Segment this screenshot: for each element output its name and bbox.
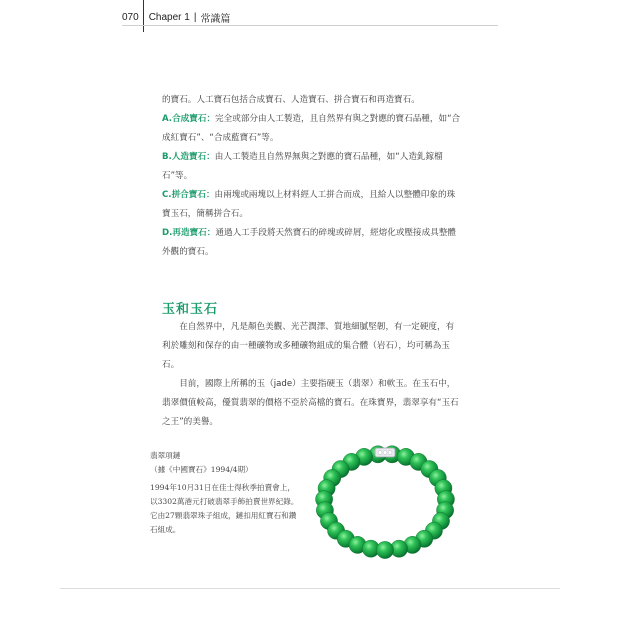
definition-a	[162, 110, 462, 148]
definition-b	[162, 148, 462, 186]
definition-c	[162, 186, 462, 224]
chapter-label: Chaper 1	[148, 11, 190, 23]
header-separator: |	[193, 11, 197, 23]
intro-paragraph: 的寶石。人工寶石包括合成寶石、人造寶石、拼合寶石和再造寶石。	[162, 95, 420, 105]
header-divider	[143, 0, 144, 32]
header-rule	[122, 25, 498, 26]
running-header	[122, 8, 230, 26]
definition-d	[162, 224, 462, 262]
definition-term: B.人造寶石：	[162, 152, 215, 162]
definition-term: A.合成寶石：	[162, 114, 216, 124]
necklace-beads	[316, 446, 455, 559]
jade-necklace-image	[312, 440, 458, 560]
section-label: 常識篇	[200, 13, 231, 25]
definition-text: 完全或部分由人工製造，且自然界有與之對應的寶石品種，如“合成紅寶石”、“合成藍寶石”等。	[162, 114, 461, 143]
page-number: 070	[122, 11, 139, 23]
clasp-icon	[375, 448, 395, 457]
definition-term: C.拼合寶石：	[162, 190, 215, 200]
artificial-gems-text	[162, 91, 462, 262]
definition-text: 由人工製造且自然界無與之對應的寶石品種，如“人造釓鎵榴石”等。	[162, 152, 443, 181]
jade-text	[162, 318, 462, 432]
section-heading: 玉和玉石	[162, 302, 219, 317]
image-caption	[150, 449, 300, 537]
caption-source: （據《中國寶石》1994/4期）	[150, 465, 253, 474]
footer-rule	[60, 588, 560, 589]
jade-bead	[376, 541, 393, 558]
caption-description: 1994年10月31日在佳士得秋季拍賣會上，以3302萬港元打破翡翠手飾拍賣世界紀錄。它由27顆翡翠珠子組成，鏈扣用紅寶石和鑽石組成。	[150, 483, 299, 534]
jade-paragraph-2: 目前，國際上所稱的玉（jade）主要指硬玉（翡翠）和軟玉。在玉石中，翡翠價值較高，優質翡翠的價格不亞於高檔的寶石。在珠寶界，翡翠享有“玉石之王”的美譽。	[162, 379, 459, 427]
definition-text: 通過人工手段將天然寶石的碎塊或碎屑，經熔化或壓接成具整體外觀的寶石。	[162, 228, 457, 257]
jade-paragraph-1: 在自然界中，凡是顏色美觀、光芒潤澤、質地細膩堅韌，有一定硬度，有利於雕刻和保存的由一種礦物或多種礦物組成的集合體（岩石），均可稱為玉石。	[162, 322, 455, 370]
caption-title: 翡翠項鏈	[150, 451, 181, 460]
definition-term: D.再造寶石：	[162, 228, 216, 238]
definition-text: 由兩塊或兩塊以上材料經人工拼合而成，且給人以整體印象的珠寶玉石，簡稱拼合石。	[162, 190, 456, 219]
